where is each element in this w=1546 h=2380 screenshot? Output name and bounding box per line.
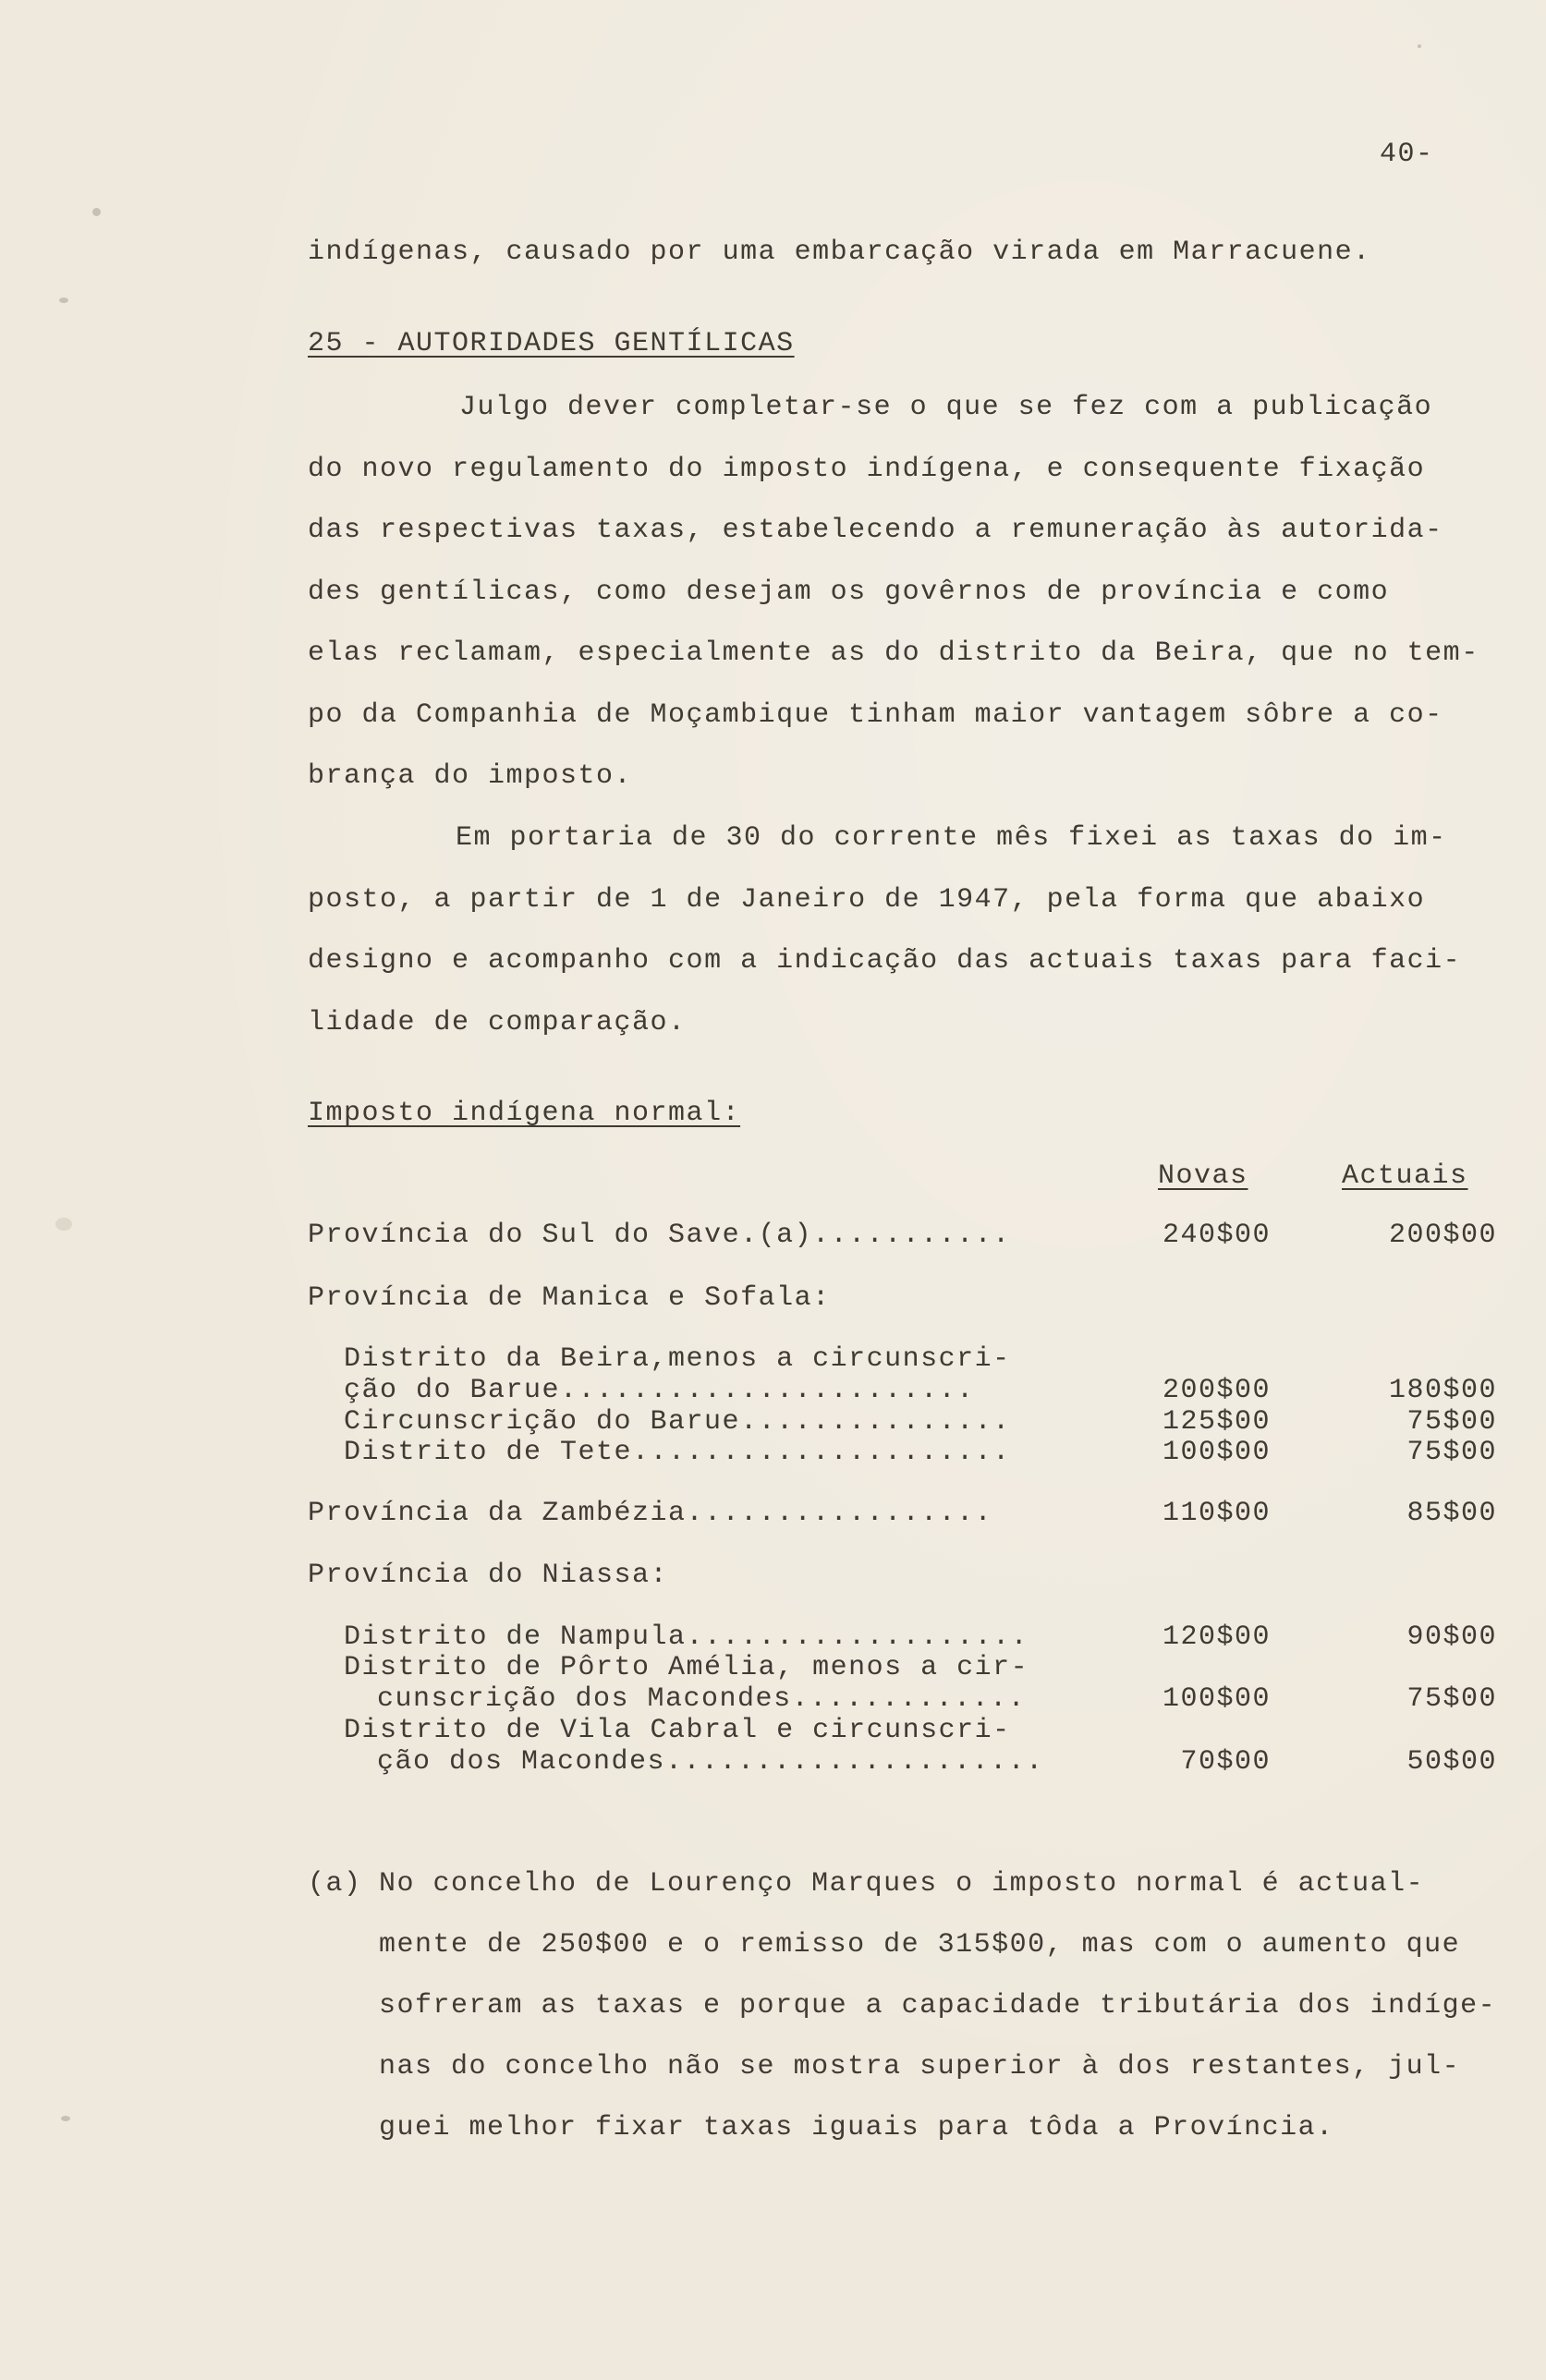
footnote-marker: (a) bbox=[308, 1868, 362, 1900]
table-row-label: ção dos Macondes..................... bbox=[377, 1746, 1044, 1778]
table-row-label: Distrito da Beira,menos a circunscri- bbox=[344, 1343, 1011, 1375]
paragraph-line: posto, a partir de 1 de Janeiro de 1947, pela forma que abaixo bbox=[308, 884, 1426, 916]
paper-speck bbox=[61, 2116, 70, 2121]
paragraph-line: lidade de comparação. bbox=[308, 1007, 687, 1038]
table-row-label: Distrito de Pôrto Amélia, menos a cir- bbox=[344, 1652, 1029, 1683]
table-cell-current: 75$00 bbox=[1406, 1437, 1497, 1468]
table-group-label: Província do Niassa: bbox=[308, 1560, 669, 1591]
column-header-actuais: Actuais bbox=[1342, 1160, 1468, 1192]
paper-speck bbox=[92, 208, 101, 216]
column-header-novas: Novas bbox=[1158, 1160, 1248, 1192]
paper-speck bbox=[55, 1218, 72, 1231]
table-row-label: cunscrição dos Macondes............. bbox=[377, 1683, 1027, 1715]
table-cell-new: 70$00 bbox=[1180, 1746, 1271, 1778]
table-cell-current: 50$00 bbox=[1406, 1746, 1497, 1778]
paper-speck bbox=[59, 298, 68, 303]
table-cell-new: 125$00 bbox=[1162, 1406, 1271, 1438]
table-cell-new: 240$00 bbox=[1162, 1220, 1271, 1251]
page-number: 40- bbox=[1380, 139, 1434, 170]
paragraph-line: des gentílicas, como desejam os govêrnos de província e como bbox=[308, 577, 1390, 608]
paper-speck bbox=[1418, 44, 1421, 48]
paragraph-line: elas reclamam, especialmente as do distrito da Beira, que no tem- bbox=[308, 638, 1479, 669]
table-cell-current: 75$00 bbox=[1406, 1406, 1497, 1438]
continuation-line: indígenas, causado por uma embarcação virada em Marracuene. bbox=[308, 237, 1371, 268]
paragraph-line: designo e acompanho com a indicação das actuais taxas para faci- bbox=[308, 945, 1462, 977]
footnote-line: mente de 250$00 e o remisso de 315$00, mas com o aumento que bbox=[379, 1929, 1461, 1961]
table-row-label: Distrito de Nampula................... bbox=[344, 1621, 1029, 1653]
paragraph-line: do novo regulamento do imposto indígena, e consequente fixação bbox=[308, 454, 1426, 485]
table-row-label: Província do Sul do Save.(a)........... bbox=[308, 1220, 1011, 1251]
table-cell-current: 180$00 bbox=[1388, 1375, 1497, 1406]
paragraph-line: Julgo dever completar-se o que se fez com a publicação bbox=[459, 392, 1433, 423]
table-cell-new: 110$00 bbox=[1162, 1498, 1271, 1529]
table-cell-current: 75$00 bbox=[1406, 1683, 1497, 1715]
section-heading: 25 - AUTORIDADES GENTÍLICAS bbox=[308, 328, 795, 359]
table-cell-current: 90$00 bbox=[1406, 1621, 1497, 1653]
table-row-label: ção do Barue....................... bbox=[344, 1375, 975, 1406]
footnote-line: sofreram as taxas e porque a capacidade tributária dos indíge- bbox=[379, 1990, 1497, 2022]
paragraph-line: Em portaria de 30 do corrente mês fixei as taxas do im- bbox=[456, 822, 1447, 854]
table-cell-current: 200$00 bbox=[1388, 1220, 1497, 1251]
table-row-label: Distrito de Tete..................... bbox=[344, 1437, 1011, 1468]
table-row-label: Distrito de Vila Cabral e circunscri- bbox=[344, 1715, 1011, 1746]
footnote-line: nas do concelho não se mostra superior à dos restantes, jul- bbox=[379, 2051, 1461, 2082]
table-title: Imposto indígena normal: bbox=[308, 1098, 741, 1129]
table-cell-new: 120$00 bbox=[1162, 1621, 1271, 1653]
table-cell-current: 85$00 bbox=[1406, 1498, 1497, 1529]
paragraph-line: das respectivas taxas, estabelecendo a remuneração às autorida- bbox=[308, 515, 1443, 546]
paragraph-line: po da Companhia de Moçambique tinham maior vantagem sôbre a co- bbox=[308, 699, 1443, 731]
table-row-label: Província da Zambézia................. bbox=[308, 1498, 993, 1529]
table-cell-new: 100$00 bbox=[1162, 1683, 1271, 1715]
table-row-label: Circunscrição do Barue............... bbox=[344, 1406, 1011, 1438]
table-cell-new: 100$00 bbox=[1162, 1437, 1271, 1468]
footnote-line: guei melhor fixar taxas iguais para tôda a Província. bbox=[379, 2112, 1334, 2143]
footnote-line: No concelho de Lourenço Marques o imposto normal é actual- bbox=[379, 1868, 1425, 1900]
table-group-label: Província de Manica e Sofala: bbox=[308, 1282, 831, 1314]
table-cell-new: 200$00 bbox=[1162, 1375, 1271, 1406]
paragraph-line: brança do imposto. bbox=[308, 760, 633, 792]
